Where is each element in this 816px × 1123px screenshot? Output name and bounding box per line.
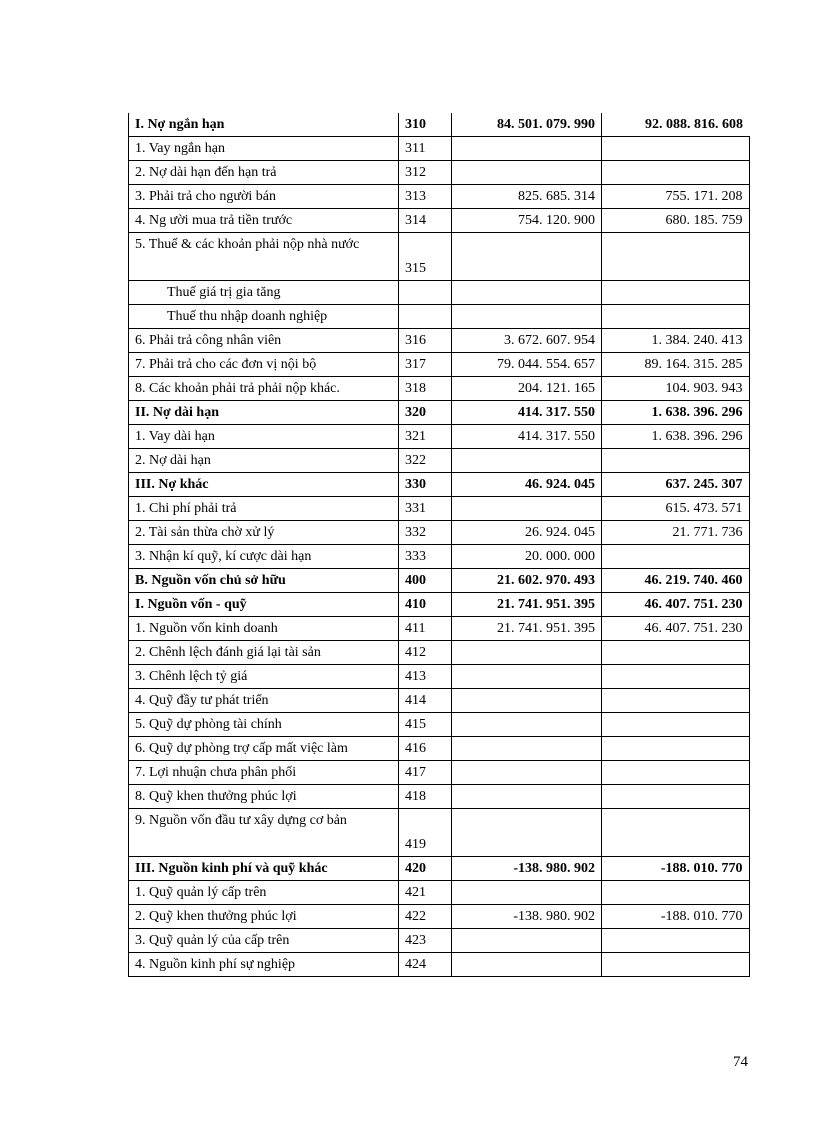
row-label: 1. Quỹ quản lý cấp trên xyxy=(129,881,399,905)
row-value-start xyxy=(452,785,602,809)
row-code: 412 xyxy=(399,641,452,665)
row-code: 310 xyxy=(399,113,452,137)
row-value-start xyxy=(452,713,602,737)
row-label: 3. Phải trả cho người bán xyxy=(129,185,399,209)
table-row xyxy=(129,377,750,401)
page-number: 74 xyxy=(733,1054,748,1070)
row-value-start xyxy=(452,929,602,953)
row-value-end: 1. 638. 396. 296 xyxy=(602,425,750,449)
row-code: 312 xyxy=(399,161,452,185)
table-row xyxy=(129,569,750,593)
row-code: 331 xyxy=(399,497,452,521)
row-label: 2. Chênh lệch đánh giá lại tài sản xyxy=(129,641,399,665)
row-label: 2. Tài sản thừa chờ xử lý xyxy=(129,521,399,545)
balance-sheet-body xyxy=(129,113,750,977)
table-row xyxy=(129,521,750,545)
row-label: III. Nợ khác xyxy=(129,473,399,497)
row-label: 3. Nhận kí quỹ, kí cược dài hạn xyxy=(129,545,399,569)
table-row xyxy=(129,593,750,617)
row-label: II. Nợ dài hạn xyxy=(129,401,399,425)
table-row xyxy=(129,137,750,161)
row-value-start xyxy=(452,689,602,713)
row-value-start: 414. 317. 550 xyxy=(452,401,602,425)
table-row xyxy=(129,425,750,449)
row-code: 314 xyxy=(399,209,452,233)
row-label: 8. Quỹ khen thưởng phúc lợi xyxy=(129,785,399,809)
row-value-end: 21. 771. 736 xyxy=(602,521,750,545)
row-value-start xyxy=(452,953,602,977)
row-code: 417 xyxy=(399,761,452,785)
row-value-start: 754. 120. 900 xyxy=(452,209,602,233)
row-value-start xyxy=(452,497,602,521)
row-value-end xyxy=(602,641,750,665)
row-label: Thuế giá trị gia tăng xyxy=(129,281,399,305)
row-code: 330 xyxy=(399,473,452,497)
row-value-start xyxy=(452,809,602,857)
row-value-start xyxy=(452,281,602,305)
row-code: 410 xyxy=(399,593,452,617)
row-code: 422 xyxy=(399,905,452,929)
row-code: 333 xyxy=(399,545,452,569)
row-value-end: 637. 245. 307 xyxy=(602,473,750,497)
row-label: 1. Nguồn vốn kinh doanh xyxy=(129,617,399,641)
row-label: 2. Quỹ khen thưởng phúc lợi xyxy=(129,905,399,929)
row-value-start xyxy=(452,161,602,185)
row-label: I. Nguồn vốn - quỹ xyxy=(129,593,399,617)
table-row xyxy=(129,953,750,977)
row-label: 1. Vay ngắn hạn xyxy=(129,137,399,161)
table-row xyxy=(129,689,750,713)
table-row xyxy=(129,713,750,737)
row-code: 424 xyxy=(399,953,452,977)
row-code: 413 xyxy=(399,665,452,689)
row-value-end xyxy=(602,881,750,905)
balance-sheet-table xyxy=(128,113,750,977)
row-value-end: 46. 407. 751. 230 xyxy=(602,593,750,617)
row-value-end xyxy=(602,161,750,185)
row-value-start: 79. 044. 554. 657 xyxy=(452,353,602,377)
row-value-start xyxy=(452,641,602,665)
row-label: 7. Lợi nhuận chưa phân phối xyxy=(129,761,399,785)
row-code: 313 xyxy=(399,185,452,209)
row-code: 400 xyxy=(399,569,452,593)
row-value-end: 615. 473. 571 xyxy=(602,497,750,521)
table-row xyxy=(129,353,750,377)
row-label: I. Nợ ngắn hạn xyxy=(129,113,399,137)
row-value-start: 414. 317. 550 xyxy=(452,425,602,449)
row-label: 5. Quỹ dự phòng tài chính xyxy=(129,713,399,737)
row-value-end xyxy=(602,545,750,569)
row-label: 4. Nguồn kinh phí sự nghiệp xyxy=(129,953,399,977)
row-label: 7. Phải trả cho các đơn vị nội bộ xyxy=(129,353,399,377)
table-row xyxy=(129,329,750,353)
row-value-start xyxy=(452,737,602,761)
row-value-start xyxy=(452,881,602,905)
row-value-end xyxy=(602,953,750,977)
row-value-end xyxy=(602,233,750,281)
row-code: 315 xyxy=(399,233,452,281)
row-label: 1. Vay dài hạn xyxy=(129,425,399,449)
row-code: 321 xyxy=(399,425,452,449)
row-label: Thuế thu nhập doanh nghiệp xyxy=(129,305,399,329)
row-label: 3. Quỹ quản lý của cấp trên xyxy=(129,929,399,953)
row-value-end: 680. 185. 759 xyxy=(602,209,750,233)
row-code: 320 xyxy=(399,401,452,425)
row-label: 6. Phải trả công nhân viên xyxy=(129,329,399,353)
row-value-start xyxy=(452,137,602,161)
row-value-start: 3. 672. 607. 954 xyxy=(452,329,602,353)
row-code: 416 xyxy=(399,737,452,761)
row-code: 318 xyxy=(399,377,452,401)
row-value-end xyxy=(602,713,750,737)
table-row xyxy=(129,305,750,329)
row-value-start xyxy=(452,665,602,689)
table-row xyxy=(129,497,750,521)
row-label: 5. Thuế & các khoản phải nộp nhà nước xyxy=(129,233,399,281)
row-value-end: -188. 010. 770 xyxy=(602,857,750,881)
row-value-end: 104. 903. 943 xyxy=(602,377,750,401)
row-value-end xyxy=(602,929,750,953)
row-value-end: 1. 384. 240. 413 xyxy=(602,329,750,353)
row-value-end xyxy=(602,305,750,329)
row-value-start: 21. 741. 951. 395 xyxy=(452,593,602,617)
table-row xyxy=(129,113,750,137)
row-value-start: -138. 980. 902 xyxy=(452,857,602,881)
row-value-start: 46. 924. 045 xyxy=(452,473,602,497)
row-value-start: -138. 980. 902 xyxy=(452,905,602,929)
row-code: 316 xyxy=(399,329,452,353)
row-code: 420 xyxy=(399,857,452,881)
table-row xyxy=(129,761,750,785)
row-label: B. Nguồn vốn chủ sở hữu xyxy=(129,569,399,593)
table-row xyxy=(129,161,750,185)
table-row xyxy=(129,185,750,209)
row-label: 8. Các khoản phải trả phải nộp khác. xyxy=(129,377,399,401)
row-value-end xyxy=(602,785,750,809)
table-row xyxy=(129,281,750,305)
row-code: 414 xyxy=(399,689,452,713)
table-row xyxy=(129,665,750,689)
table-row xyxy=(129,641,750,665)
table-row xyxy=(129,929,750,953)
row-value-end xyxy=(602,809,750,857)
row-code: 317 xyxy=(399,353,452,377)
row-value-start: 21. 602. 970. 493 xyxy=(452,569,602,593)
row-value-start: 825. 685. 314 xyxy=(452,185,602,209)
row-label: 2. Nợ dài hạn đến hạn trả xyxy=(129,161,399,185)
row-value-end: 46. 407. 751. 230 xyxy=(602,617,750,641)
row-value-end xyxy=(602,665,750,689)
row-value-end xyxy=(602,449,750,473)
row-code: 421 xyxy=(399,881,452,905)
table-row xyxy=(129,401,750,425)
row-value-start xyxy=(452,305,602,329)
row-value-end: 92. 088. 816. 608 xyxy=(602,113,750,137)
row-value-end xyxy=(602,281,750,305)
row-value-start: 84. 501. 079. 990 xyxy=(452,113,602,137)
row-code: 322 xyxy=(399,449,452,473)
table-row xyxy=(129,905,750,929)
table-row xyxy=(129,545,750,569)
row-value-end: 1. 638. 396. 296 xyxy=(602,401,750,425)
row-code: 332 xyxy=(399,521,452,545)
table-row xyxy=(129,881,750,905)
row-value-end xyxy=(602,137,750,161)
table-row xyxy=(129,449,750,473)
row-value-end xyxy=(602,689,750,713)
row-value-start: 20. 000. 000 xyxy=(452,545,602,569)
table-row xyxy=(129,737,750,761)
row-value-start xyxy=(452,449,602,473)
row-code: 411 xyxy=(399,617,452,641)
row-value-start xyxy=(452,761,602,785)
row-value-start xyxy=(452,233,602,281)
row-label: III. Nguồn kinh phí và quỹ khác xyxy=(129,857,399,881)
table-row xyxy=(129,233,750,281)
row-code: 311 xyxy=(399,137,452,161)
row-value-end xyxy=(602,761,750,785)
row-label: 3. Chênh lệch tỷ giá xyxy=(129,665,399,689)
row-label: 4. Ng ười mua trả tiền trước xyxy=(129,209,399,233)
row-value-end xyxy=(602,737,750,761)
row-value-end: 89. 164. 315. 285 xyxy=(602,353,750,377)
table-row xyxy=(129,785,750,809)
row-value-start: 204. 121. 165 xyxy=(452,377,602,401)
row-code xyxy=(399,281,452,305)
table-row xyxy=(129,473,750,497)
row-value-start: 21. 741. 951. 395 xyxy=(452,617,602,641)
row-value-end: 46. 219. 740. 460 xyxy=(602,569,750,593)
row-label: 2. Nợ dài hạn xyxy=(129,449,399,473)
row-label: 1. Chi phí phải trả xyxy=(129,497,399,521)
row-code: 419 xyxy=(399,809,452,857)
row-code xyxy=(399,305,452,329)
table-row xyxy=(129,857,750,881)
row-code: 418 xyxy=(399,785,452,809)
table-row xyxy=(129,809,750,857)
table-row xyxy=(129,617,750,641)
table-row xyxy=(129,209,750,233)
row-value-end: -188. 010. 770 xyxy=(602,905,750,929)
row-value-start: 26. 924. 045 xyxy=(452,521,602,545)
row-label: 6. Quỹ dự phòng trợ cấp mất việc làm xyxy=(129,737,399,761)
row-code: 423 xyxy=(399,929,452,953)
row-value-end: 755. 171. 208 xyxy=(602,185,750,209)
row-label: 4. Quỹ đầy tư phát triển xyxy=(129,689,399,713)
row-label: 9. Nguồn vốn đầu tư xây dựng cơ bản xyxy=(129,809,399,857)
row-code: 415 xyxy=(399,713,452,737)
